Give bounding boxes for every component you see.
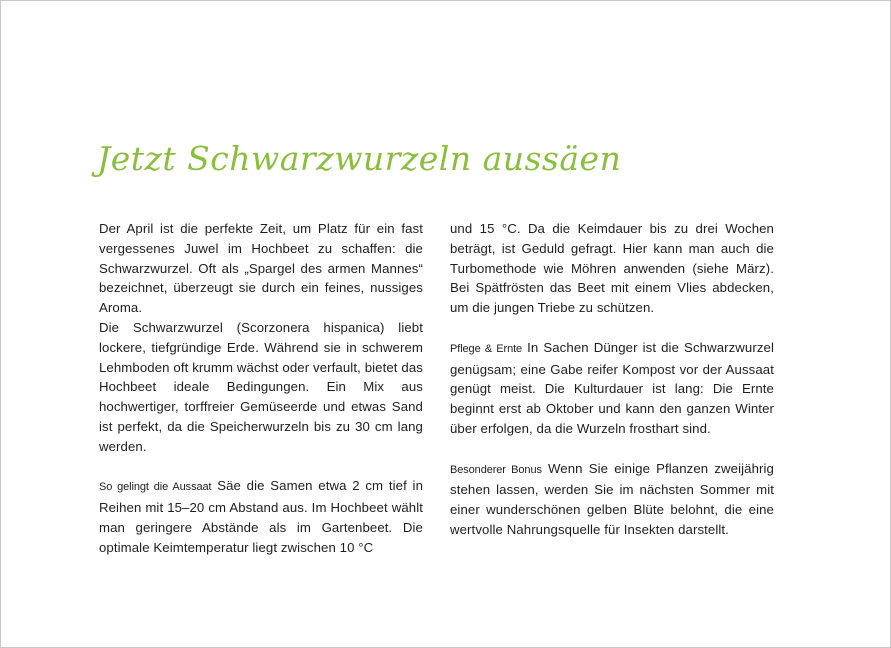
paragraph-sowing-text: Säe die Samen etwa 2 cm tief in Reihen mit 15–20 cm Abstand aus. Im Hochbeet wählt man geringere Abstände als im Gartenbeet. Die optimale Keimtemperatur liegt zwischen 10 °C (99, 478, 424, 555)
paragraph-bonus (450, 459, 774, 540)
subheading-care: Pflege & Ernte (450, 342, 523, 355)
text-column-left (99, 219, 423, 558)
subheading-bonus: Besonderer Bonus (450, 463, 542, 476)
subheading-sowing: So gelingt die Aussaat (99, 481, 212, 494)
paragraph-sowing (99, 476, 423, 557)
paragraph-intro: Der April ist die perfekte Zeit, um Platz für ein fast vergessenes Juwel im Hochbeet zu schaffen: die Schwarzwurzel. Oft als „Spargel des armen Mannes“ bezeichnet, überzeugt sie durch ein feines, nussiges Aroma. (99, 221, 423, 316)
paragraph-care-text: In Sachen Dünger ist die Schwarzwurzel genügsam; eine Gabe reifer Kompost vor der Aussaat genügt meist. Die Kulturdauer ist lang: Die Ernte beginnt erst ab Oktober und kann den ganzen Winter über erfolgen, da die Wurzeln frosthart sind. (450, 339, 775, 436)
paragraph-bonus-text: Wenn Sie einige Pflanzen zweijährig stehen lassen, werden Sie im nächsten Sommer mit einer wunderschönen gelben Blüte belohnt, die eine wertvolle Nahrungsquelle für Insekten darstellt. (450, 460, 774, 537)
page-title: Jetzt Schwarzwurzeln aussäen (97, 139, 622, 178)
text-column-right (450, 219, 774, 540)
paragraph-germination: und 15 °C. Da die Keimdauer bis zu drei Wochen beträgt, ist Geduld gefragt. Hier kann man auch die Turbomethode wie Möhren anwenden (siehe März). Bei Spätfrösten das Beet mit einem Vlies abdecken, um die jungen Triebe zu schützen. (450, 221, 774, 316)
paragraph-care (450, 338, 774, 439)
paragraph-soil: Die Schwarzwurzel (Scorzonera hispanica) liebt lockere, tiefgründige Erde. Während sie in schwerem Lehmboden oft krumm wächst oder verfault, bietet das Hochbeet ideale Bedingungen. Ein Mix aus hochwertiger, torffreier Gemüseerde und etwas Sand ist perfekt, da die Speicherwurzeln bis zu 30 cm lang werden. (99, 319, 423, 454)
